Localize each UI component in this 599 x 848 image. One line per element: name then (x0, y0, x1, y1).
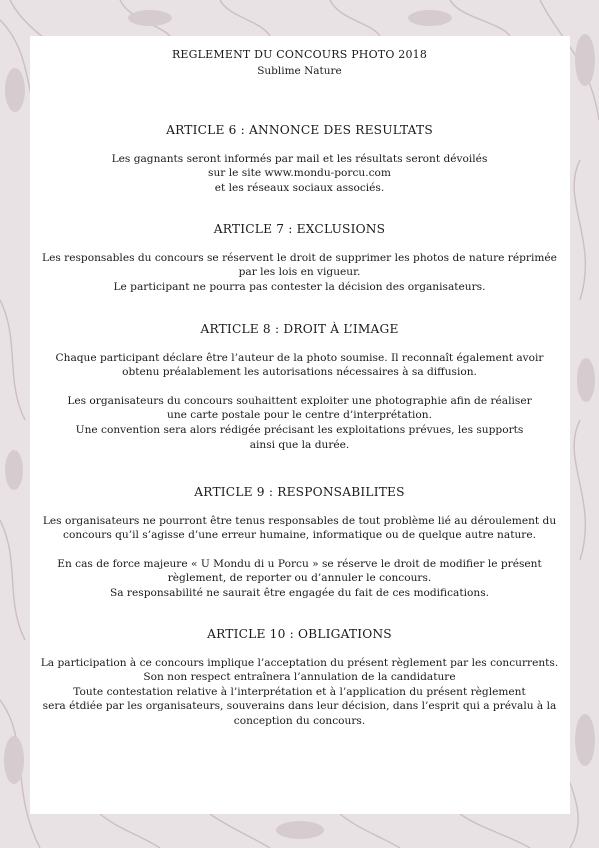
text-line: Une convention sera alors rédigée précisant les exploitations prévues, les supports (75, 423, 524, 436)
text-line: Chaque participant déclare être l’auteur de la photo soumise. Il reconnaît également avoir (55, 351, 544, 364)
text-line: par les lois en vigueur. (238, 266, 361, 279)
article-paragraph (0, 514, 599, 543)
text-line: concours qu’il s’agisse d’une erreur humaine, informatique ou de quelque autre nature. (63, 529, 536, 542)
article-heading: ARTICLE 6 : ANNONCE DES RESULTATS (166, 123, 433, 137)
article-heading: ARTICLE 7 : EXCLUSIONS (213, 222, 386, 236)
text-line: Sa responsabilité ne saurait être engagée du fait de ces modifications. (109, 586, 490, 599)
article-10 (0, 627, 599, 729)
text-line: ainsi que la durée. (249, 438, 350, 451)
text-line: obtenu préalablement les autorisations nécessaires à sa diffusion. (122, 366, 477, 379)
article-8 (0, 322, 599, 452)
text-line: Le participant ne pourra pas contester la décision des organisateurs. (113, 280, 486, 293)
article-heading: ARTICLE 9 : RESPONSABILITES (194, 485, 405, 499)
text-line: Les gagnants seront informés par mail et les résultats seront dévoilés (111, 152, 488, 165)
article-paragraph (0, 557, 599, 601)
text-line: sera étdiée par les organisateurs, souverains dans leur décision, dans l’esprit qui a prévalu à la (42, 700, 557, 713)
article-paragraph (0, 251, 599, 295)
article-paragraph (0, 394, 599, 452)
text-line: une carte postale pour le centre d’interprétation. (167, 409, 432, 422)
text-line: Les responsables du concours se réservent le droit de supprimer les photos de nature réprimée (42, 251, 557, 264)
article-7 (0, 222, 599, 294)
text-line: La participation à ce concours implique l’acceptation du présent règlement par les concurrents. (40, 656, 559, 669)
text-line: Toute contestation relative à l’interprétation et à l’application du présent règlement (73, 685, 526, 698)
article-heading: ARTICLE 8 : DROIT À L’IMAGE (200, 322, 399, 336)
text-line: Son non respect entraînera l’annulation de la candidature (143, 671, 456, 684)
article-paragraph (0, 351, 599, 380)
text-line: Les organisateurs du concours souhaittent exploiter une photographie afin de réaliser (67, 394, 532, 407)
document-title: REGLEMENT DU CONCOURS PHOTO 2018 (171, 48, 428, 61)
text-line: sur le site www.mondu-porcu.com (208, 167, 391, 180)
article-paragraph (0, 152, 599, 196)
article-6 (0, 123, 599, 195)
text-line: En cas de force majeure « U Mondu di u Porcu » se réserve le droit de modifier le présent (57, 557, 542, 570)
text-line: conception du concours. (233, 714, 366, 727)
document-subtitle: Sublime Nature (257, 65, 342, 77)
text-line: Les organisateurs ne pourront être tenus responsables de tout problème lié au déroulement du (42, 514, 557, 527)
text-line: et les réseaux sociaux associés. (214, 181, 385, 194)
article-9 (0, 485, 599, 601)
article-heading: ARTICLE 10 : OBLIGATIONS (207, 627, 392, 641)
article-paragraph (0, 656, 599, 729)
text-line: règlement, de reporter ou d’annuler le concours. (167, 572, 432, 585)
